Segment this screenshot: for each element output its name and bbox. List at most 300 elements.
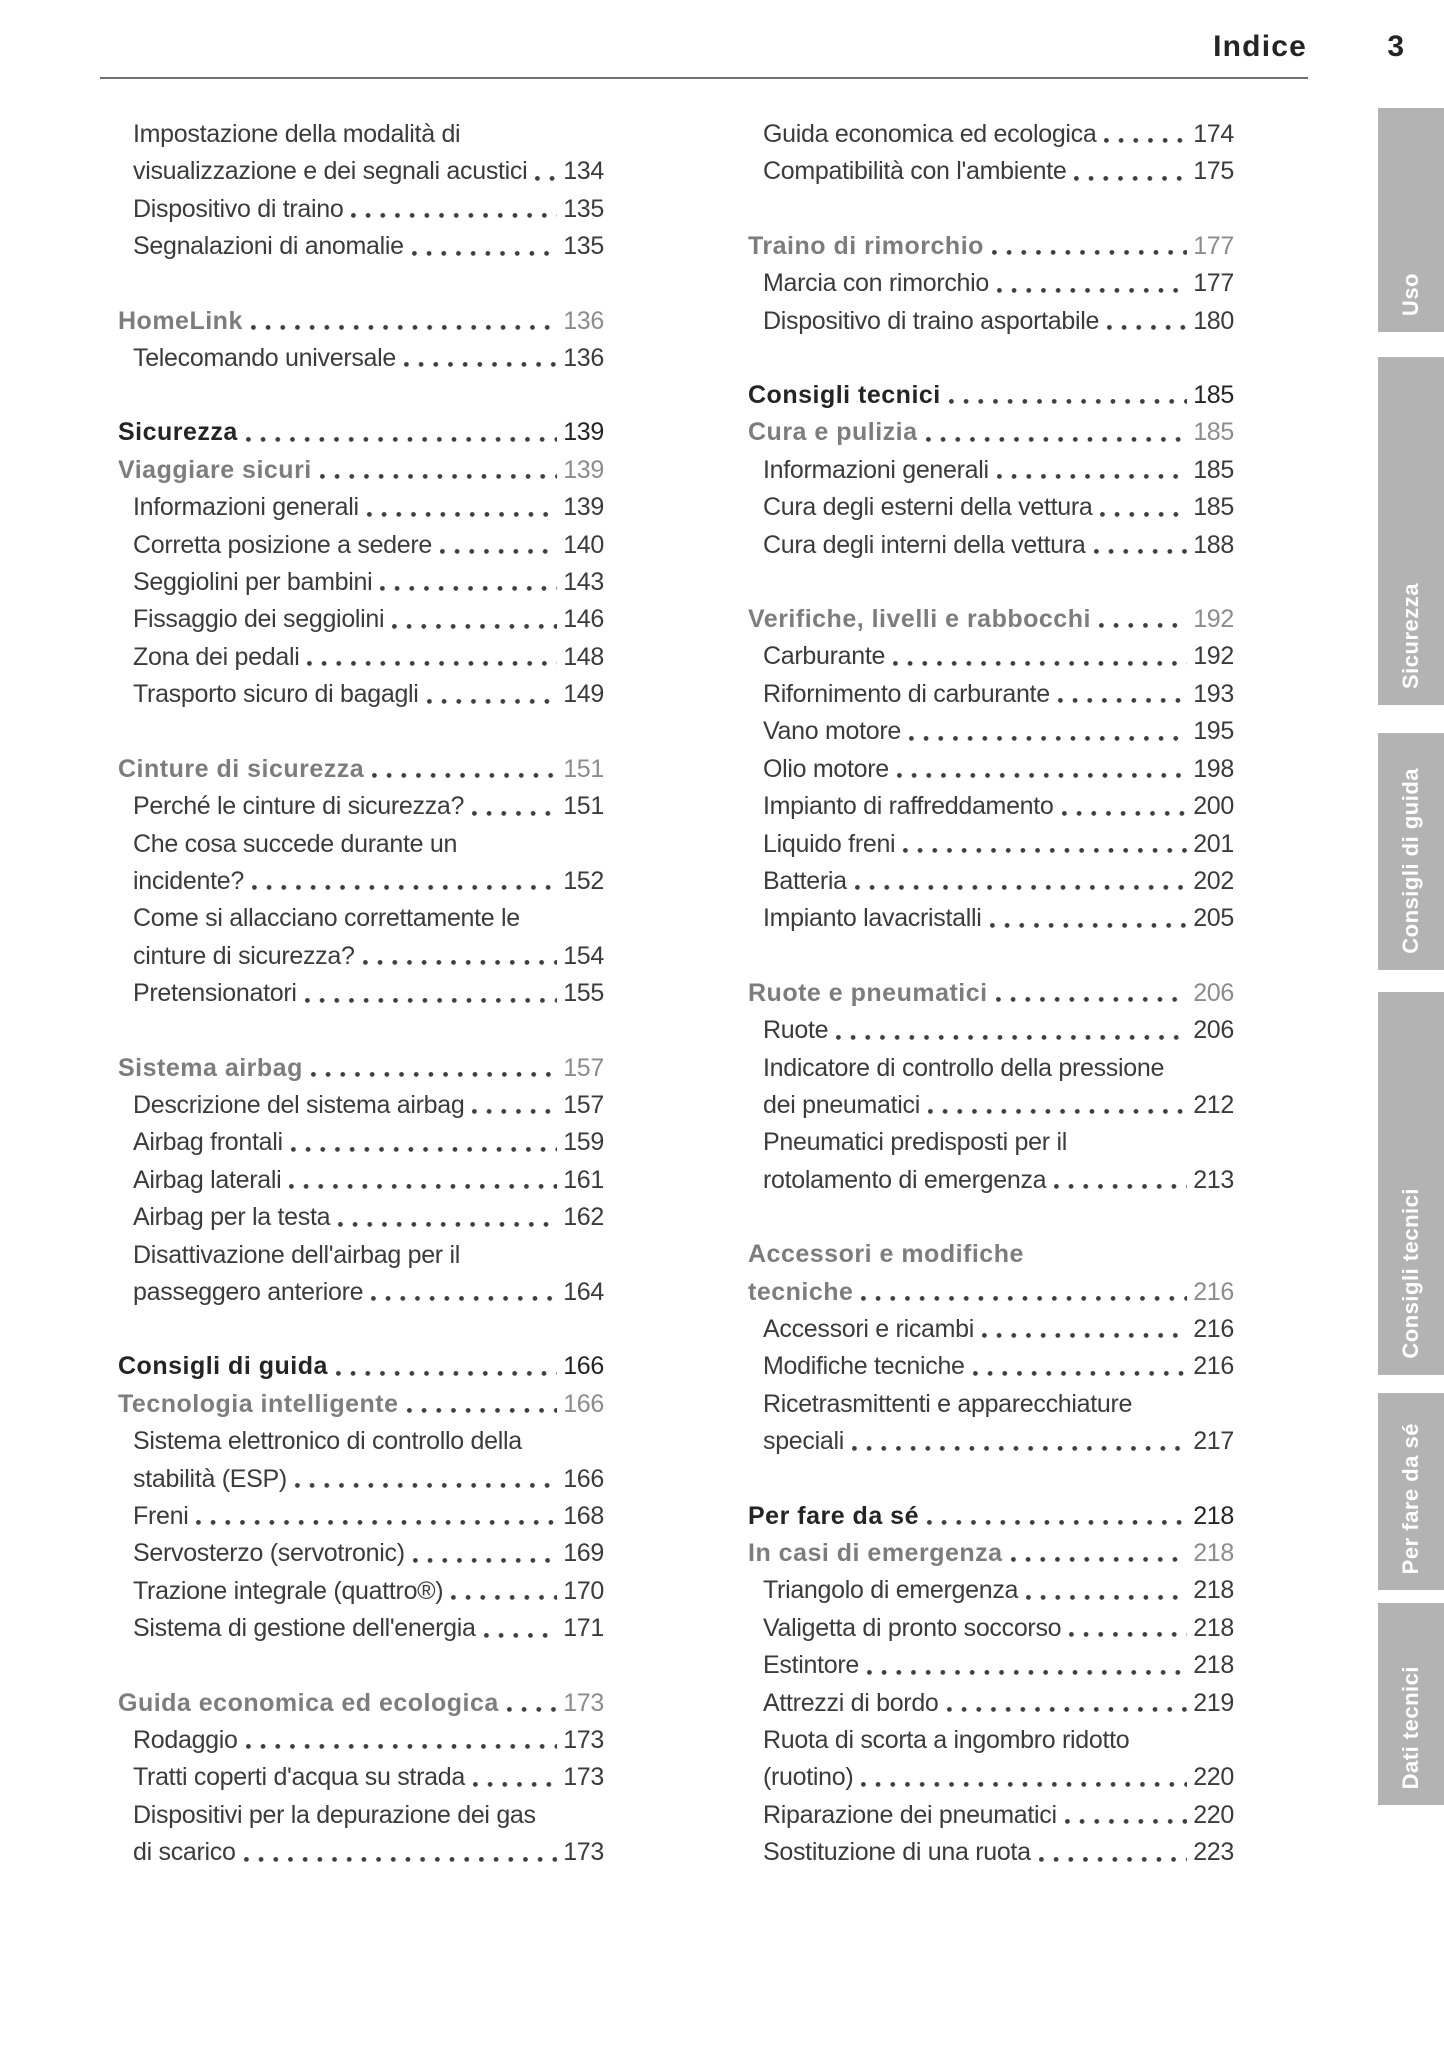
toc-entry-page: 198 <box>1193 754 1234 783</box>
toc-entry-page: 218 <box>1193 1613 1234 1642</box>
toc-entry-line: Disattivazione dell'airbag per il <box>133 1240 460 1269</box>
page-number: 3 <box>1387 30 1404 63</box>
toc-entry <box>118 1461 604 1498</box>
dot-leader <box>893 661 1187 666</box>
toc-entry-page: 216 <box>1193 1314 1234 1343</box>
dot-leader <box>404 362 557 367</box>
dot-leader <box>982 1333 1187 1338</box>
dot-leader <box>1062 811 1188 816</box>
toc-entry <box>118 1722 604 1759</box>
toc-entry <box>118 489 604 526</box>
side-tab-consigli-di-guida <box>1378 733 1444 970</box>
toc-entry-label: Informazioni generali <box>763 455 989 484</box>
toc-entry <box>748 1685 1234 1722</box>
toc-entry-page: 206 <box>1193 1016 1234 1045</box>
toc-entry-label: Telecomando universale <box>133 344 397 373</box>
toc-entry-label: Impianto lavacristalli <box>763 904 982 933</box>
toc-entry <box>748 489 1234 526</box>
toc-heading <box>118 303 604 340</box>
toc-entry <box>748 1162 1234 1199</box>
dot-leader <box>507 1707 557 1712</box>
toc-entry-line: Indicatore di controllo della pressione <box>763 1053 1165 1082</box>
toc-entry-page: 166 <box>563 1464 604 1493</box>
toc-entry-page: 166 <box>563 1352 604 1381</box>
dot-leader <box>1054 1184 1187 1189</box>
toc-section <box>748 975 1234 1199</box>
toc-entry-page: 173 <box>563 1763 604 1792</box>
toc-entry <box>118 564 604 601</box>
toc-heading <box>748 601 1234 638</box>
toc-entry-line: Pneumatici predisposti per il <box>763 1128 1067 1157</box>
toc-entry-label: Batteria <box>763 866 847 895</box>
toc-entry <box>118 639 604 676</box>
dot-leader <box>1100 512 1187 517</box>
dot-leader <box>484 1633 558 1638</box>
toc-entry <box>748 900 1234 937</box>
toc-entry-label: Liquido freni <box>763 829 896 858</box>
toc-entry-page: 151 <box>563 754 604 783</box>
toc-entry-label: Valigetta di pronto soccorso <box>763 1613 1062 1642</box>
dot-leader <box>1104 138 1187 143</box>
dot-leader <box>928 1109 1187 1114</box>
dot-leader <box>472 1109 557 1114</box>
dot-leader <box>949 399 1187 404</box>
toc-entry-line: Dispositivi per la depurazione dei gas <box>133 1800 536 1829</box>
toc-entry-page: 135 <box>563 232 604 261</box>
toc-entry <box>748 265 1234 302</box>
dot-leader <box>307 661 557 666</box>
toc-entry-page: 164 <box>563 1277 604 1306</box>
toc-heading <box>748 228 1234 265</box>
toc-entry <box>118 1124 604 1161</box>
toc-heading <box>118 1685 604 1722</box>
toc-section <box>118 1685 604 1872</box>
toc-entry-label: stabilità (ESP) <box>133 1464 287 1493</box>
toc-entry-label: Riparazione dei pneumatici <box>763 1800 1057 1829</box>
toc-heading-label: Cinture di sicurezza <box>118 754 365 783</box>
toc-entry-page: 148 <box>563 642 604 671</box>
toc-entry-page: 216 <box>1193 1277 1234 1306</box>
toc-heading-label: Consigli di guida <box>118 1352 328 1381</box>
dot-leader <box>451 1595 557 1600</box>
toc-entry-page: 154 <box>563 941 604 970</box>
side-tab-consigli-tecnici <box>1378 992 1444 1375</box>
toc-entry-page: 173 <box>563 1726 604 1755</box>
dot-leader <box>996 997 1188 1002</box>
toc-entry-label: Fissaggio dei seggiolini <box>133 605 385 634</box>
toc-entry-page: 188 <box>1193 530 1234 559</box>
dot-leader <box>246 437 557 442</box>
toc-entry <box>748 303 1234 340</box>
side-tab-per-fare-da-se <box>1378 1393 1444 1590</box>
toc-entry-page: 149 <box>563 680 604 709</box>
toc-section <box>748 377 1234 564</box>
toc-heading-label: In casi di emergenza <box>748 1539 1003 1567</box>
toc-entry-label: Modifiche tecniche <box>763 1352 965 1381</box>
toc-entry <box>748 826 1234 863</box>
dot-leader <box>351 213 557 218</box>
dot-leader <box>867 1670 1187 1675</box>
toc-entry-page: 159 <box>563 1128 604 1157</box>
toc-entry <box>748 1012 1234 1049</box>
toc-entry <box>118 527 604 564</box>
toc-heading <box>748 1498 1234 1535</box>
toc-entry-label: Informazioni generali <box>133 493 359 522</box>
toc-entry-label: Trasporto sicuro di bagagli <box>133 680 419 709</box>
dot-leader <box>305 998 558 1003</box>
toc-entry <box>118 228 604 265</box>
toc-entry-page: 193 <box>1193 679 1234 708</box>
toc-heading-label: Viaggiare sicuri <box>118 455 312 484</box>
toc-entry <box>118 1498 604 1535</box>
toc-entry-page: 135 <box>563 194 604 223</box>
dot-leader <box>861 1296 1187 1301</box>
toc-entry-page: 134 <box>563 157 604 186</box>
toc-entry <box>748 153 1234 190</box>
toc-entry <box>118 676 604 713</box>
toc-entry <box>748 1759 1234 1796</box>
toc-entry-page: 218 <box>1193 1501 1234 1530</box>
toc-section <box>118 751 604 1013</box>
toc-section <box>748 1236 1234 1460</box>
toc-entry-label: Rodaggio <box>133 1726 238 1755</box>
dot-leader <box>997 288 1187 293</box>
dot-leader <box>372 773 557 778</box>
dot-leader <box>252 885 557 890</box>
toc-entry-label: Servosterzo (servotronic) <box>133 1539 405 1568</box>
toc-entry-page: 139 <box>563 493 604 522</box>
toc-entry <box>118 788 604 825</box>
toc-entry <box>748 1647 1234 1684</box>
toc-entry-label: Freni <box>133 1502 189 1530</box>
toc-entry <box>118 1162 604 1199</box>
toc-entry-label: Tratti coperti d'acqua su strada <box>133 1763 465 1792</box>
toc-entry-label: Rifornimento di carburante <box>763 679 1050 708</box>
toc-entry-page: 143 <box>563 568 604 597</box>
toc-entry <box>748 788 1234 825</box>
dot-leader <box>196 1520 557 1525</box>
toc-entry-page: 219 <box>1193 1688 1234 1717</box>
toc-heading <box>748 414 1234 451</box>
toc-entry <box>748 713 1234 750</box>
dot-leader <box>336 1371 557 1376</box>
toc-entry-page: 212 <box>1193 1090 1234 1119</box>
toc-entry-page: 152 <box>563 866 604 895</box>
toc-entry-page: 151 <box>563 792 604 821</box>
toc-entry-label: Marcia con rimorchio <box>763 269 990 298</box>
toc-entry-label: incidente? <box>133 866 244 895</box>
toc-entry-label: Sistema di gestione dell'energia <box>133 1614 476 1643</box>
toc-entry-page: 192 <box>1193 605 1234 634</box>
toc-entry-page: 220 <box>1193 1800 1234 1829</box>
toc-entry-page: 140 <box>563 530 604 559</box>
toc-entry-page: 185 <box>1193 455 1234 484</box>
toc-entry-label: Airbag frontali <box>133 1128 283 1157</box>
dot-leader <box>992 250 1187 255</box>
toc-entry-label: Triangolo di emergenza <box>763 1576 1019 1605</box>
toc-heading-label: Tecnologia intelligente <box>118 1389 399 1418</box>
side-tab-label: Consigli di guida <box>1398 768 1423 954</box>
dot-leader <box>836 1035 1187 1040</box>
toc-entry <box>748 1572 1234 1609</box>
toc-entry-page: 170 <box>563 1576 604 1605</box>
toc-heading-label: tecniche <box>748 1277 854 1306</box>
dot-leader <box>380 586 557 591</box>
toc-entry-label: Perché le cinture di sicurezza? <box>133 792 465 821</box>
toc-entry <box>118 191 604 228</box>
toc-entry-page: 213 <box>1193 1165 1234 1194</box>
dot-leader <box>412 251 557 256</box>
toc-heading-label: Per fare da sé <box>748 1501 919 1530</box>
toc-entry-label: speciali <box>763 1427 844 1456</box>
toc-entry-label: Attrezzi di bordo <box>763 1688 939 1717</box>
dot-leader <box>1099 623 1187 628</box>
toc-entry-page: 136 <box>563 344 604 373</box>
toc-entry <box>118 863 604 900</box>
dot-leader <box>392 624 557 629</box>
toc-entry <box>748 676 1234 713</box>
toc-entry-page: 218 <box>1193 1576 1234 1605</box>
toc-heading <box>118 1050 604 1087</box>
toc-entry <box>748 452 1234 489</box>
toc-entry-label: Ruote <box>763 1016 829 1045</box>
toc-entry-page: 217 <box>1193 1427 1234 1456</box>
toc-entry-label: Trazione integrale (quattro®) <box>133 1576 444 1605</box>
toc-entry-label: cinture di sicurezza? <box>133 941 355 970</box>
toc-entry-line: Come si allacciano correttamente le <box>133 904 520 933</box>
dot-leader <box>1039 1857 1188 1862</box>
toc-entry-page: 218 <box>1193 1651 1234 1680</box>
toc-entry <box>118 1535 604 1572</box>
toc-entry-label: Carburante <box>763 642 886 671</box>
dot-leader <box>473 1782 557 1787</box>
toc-entry <box>118 975 604 1012</box>
toc-heading-label: Sicurezza <box>118 418 238 447</box>
toc-heading-label: HomeLink <box>118 306 243 335</box>
toc-entry-page: 173 <box>563 1838 604 1867</box>
dot-leader <box>973 1371 1188 1376</box>
toc-entry-label: Compatibilità con l'ambiente <box>763 157 1067 186</box>
dot-leader <box>947 1707 1188 1712</box>
toc-entry <box>748 638 1234 675</box>
dot-leader <box>1069 1632 1187 1637</box>
toc-entry-label: di scarico <box>133 1838 236 1867</box>
toc-heading-label: Guida economica ed ecologica <box>118 1688 499 1717</box>
toc-entry-page: 171 <box>563 1614 604 1643</box>
toc-entry <box>118 1274 604 1311</box>
dot-leader <box>852 1446 1187 1451</box>
dot-leader <box>861 1782 1187 1787</box>
toc-entry-page: 169 <box>563 1539 604 1568</box>
toc-entry-label: Impianto di raffreddamento <box>763 792 1054 821</box>
toc-entry-page: 177 <box>1193 231 1234 260</box>
dot-leader <box>855 885 1187 890</box>
toc-entry-label: Estintore <box>763 1651 859 1680</box>
toc-entry <box>118 938 604 975</box>
toc-heading <box>118 1386 604 1423</box>
toc-entry-page: 139 <box>563 418 604 447</box>
dot-leader <box>909 736 1187 741</box>
toc-entry <box>118 1199 604 1236</box>
toc-entry-page: 192 <box>1193 642 1234 671</box>
dot-leader <box>367 512 557 517</box>
dot-leader <box>897 773 1187 778</box>
toc-entry-page: 155 <box>563 979 604 1008</box>
dot-leader <box>903 848 1187 853</box>
dot-leader <box>1094 549 1188 554</box>
toc-heading <box>748 975 1234 1012</box>
toc-entry-page: 202 <box>1193 866 1234 895</box>
dot-leader <box>1026 1595 1187 1600</box>
toc-entry <box>118 1610 604 1647</box>
dot-leader <box>291 1147 557 1152</box>
toc-heading-label: Cura e pulizia <box>748 418 918 447</box>
toc-entry-label: Sostituzione di una ruota <box>763 1838 1031 1867</box>
toc-entry-line: Ruota di scorta a ingombro ridotto <box>763 1726 1130 1755</box>
toc-entry-page: 139 <box>563 455 604 484</box>
toc-entry <box>748 1311 1234 1348</box>
dot-leader <box>371 1296 557 1301</box>
dot-leader <box>320 474 557 479</box>
toc-entry-line: Impostazione della modalità di <box>133 120 461 148</box>
toc-heading-label: Verifiche, livelli e rabbocchi <box>748 605 1091 634</box>
toc-entry-line: Che cosa succede durante un <box>133 829 458 858</box>
toc-entry-label: Airbag laterali <box>133 1165 282 1194</box>
toc-entry <box>748 1087 1234 1124</box>
toc-entry-label: Descrizione del sistema airbag <box>133 1090 465 1119</box>
toc-entry-label: Airbag per la testa <box>133 1203 331 1232</box>
toc-entry-page: 162 <box>563 1203 604 1232</box>
toc-column-left <box>118 116 604 1872</box>
toc-section <box>118 414 604 713</box>
toc-heading <box>118 414 604 451</box>
dot-leader <box>289 1184 557 1189</box>
toc-column-right <box>748 116 1234 1872</box>
toc-entry <box>118 1087 604 1124</box>
toc-entry-page: 205 <box>1193 904 1234 933</box>
toc-entry-page: 201 <box>1193 829 1234 858</box>
side-tab-label: Uso <box>1398 272 1423 316</box>
toc-heading <box>118 452 604 489</box>
toc-entry <box>748 1797 1234 1834</box>
toc-entry-page: 206 <box>1193 978 1234 1007</box>
dot-leader <box>1107 325 1187 330</box>
side-tab-label: Dati tecnici <box>1398 1665 1423 1789</box>
dot-leader <box>413 1558 557 1563</box>
toc-entry-label: Vano motore <box>763 717 901 746</box>
toc-entry <box>748 863 1234 900</box>
dot-leader <box>1011 1557 1188 1562</box>
dot-leader <box>246 1744 558 1749</box>
toc-entry-page: 180 <box>1193 306 1234 335</box>
side-tab-uso <box>1378 108 1444 332</box>
dot-leader <box>251 325 557 330</box>
toc-entry-page: 173 <box>563 1688 604 1717</box>
toc-entry <box>748 1610 1234 1647</box>
side-tab-label: Consigli tecnici <box>1398 1188 1423 1359</box>
dot-leader <box>311 1072 557 1077</box>
toc-entry-label: dei pneumatici <box>763 1090 921 1119</box>
toc-entry <box>748 1423 1234 1460</box>
toc-entry <box>118 1573 604 1610</box>
toc-entry-label: Corretta posizione a sedere <box>133 530 433 559</box>
toc-entry-page: 177 <box>1193 269 1234 298</box>
toc-entry-label: Cura degli interni della vettura <box>763 530 1086 559</box>
toc-entry-page: 220 <box>1193 1763 1234 1792</box>
toc-entry <box>118 340 604 377</box>
toc-entry <box>748 527 1234 564</box>
toc-entry-page: 185 <box>1193 493 1234 522</box>
toc-entry-label: passeggero anteriore <box>133 1277 364 1306</box>
toc-entry-page: 218 <box>1193 1539 1234 1567</box>
toc-entry-label: Accessori e ricambi <box>763 1314 975 1343</box>
toc-section <box>748 1498 1234 1872</box>
dot-leader <box>1058 698 1187 703</box>
page-title: Indice <box>1213 30 1307 63</box>
side-tab-sicurezza <box>1378 357 1444 705</box>
toc-section <box>748 116 1234 191</box>
toc-entry-label: Segnalazioni di anomalie <box>133 232 404 261</box>
toc-section <box>748 601 1234 938</box>
toc-entry-page: 157 <box>563 1053 604 1082</box>
toc-entry-label: Cura degli esterni della vettura <box>763 493 1093 522</box>
toc-entry-page: 174 <box>1193 120 1234 148</box>
dot-leader <box>472 811 557 816</box>
dot-leader <box>427 699 558 704</box>
toc-entry-page: 166 <box>563 1389 604 1418</box>
dot-leader <box>363 960 558 965</box>
toc-entry-page: 185 <box>1193 418 1234 447</box>
toc-heading <box>118 1348 604 1385</box>
dot-leader <box>244 1857 558 1862</box>
dot-leader <box>926 437 1188 442</box>
toc-section <box>118 116 604 266</box>
toc-entry <box>748 751 1234 788</box>
toc-entry-line: Sistema elettronico di controllo della <box>133 1427 522 1456</box>
toc-entry <box>118 1834 604 1871</box>
toc-entry-page: 216 <box>1193 1352 1234 1381</box>
toc-entry <box>748 116 1234 153</box>
header-rule <box>100 77 1308 79</box>
side-tab-label: Per fare da sé <box>1398 1422 1423 1574</box>
toc-entry-page: 200 <box>1193 792 1234 821</box>
toc-entry-page: 175 <box>1193 157 1234 186</box>
toc-entry-label: (ruotino) <box>763 1763 854 1792</box>
toc-heading <box>748 1535 1234 1572</box>
toc-section <box>118 1050 604 1312</box>
toc-entry-line: Ricetrasmittenti e apparecchiature <box>763 1389 1133 1418</box>
toc-heading-line: Accessori e modifiche <box>748 1240 1024 1269</box>
toc-entry-page: 168 <box>563 1502 604 1530</box>
toc-entry-label: rotolamento di emergenza <box>763 1165 1047 1194</box>
toc-entry <box>748 1348 1234 1385</box>
side-tab-label: Sicurezza <box>1398 583 1423 689</box>
toc-entry-page: 223 <box>1193 1838 1234 1867</box>
dot-leader <box>407 1408 558 1413</box>
toc-entry-page: 146 <box>563 605 604 634</box>
toc-heading <box>748 1274 1234 1311</box>
toc-entry-label: Pretensionatori <box>133 979 297 1008</box>
dot-leader <box>1065 1819 1187 1824</box>
dot-leader <box>997 474 1187 479</box>
toc-entry-page: 195 <box>1193 717 1234 746</box>
toc-entry-label: Guida economica ed ecologica <box>763 120 1097 148</box>
toc-entry-page: 185 <box>1193 381 1234 410</box>
toc-entry-page: 136 <box>563 306 604 335</box>
toc-entry-label: Dispositivo di traino asportabile <box>763 306 1100 335</box>
toc-entry-label: visualizzazione e dei segnali acustici <box>133 157 528 186</box>
toc-entry-page: 161 <box>563 1165 604 1194</box>
